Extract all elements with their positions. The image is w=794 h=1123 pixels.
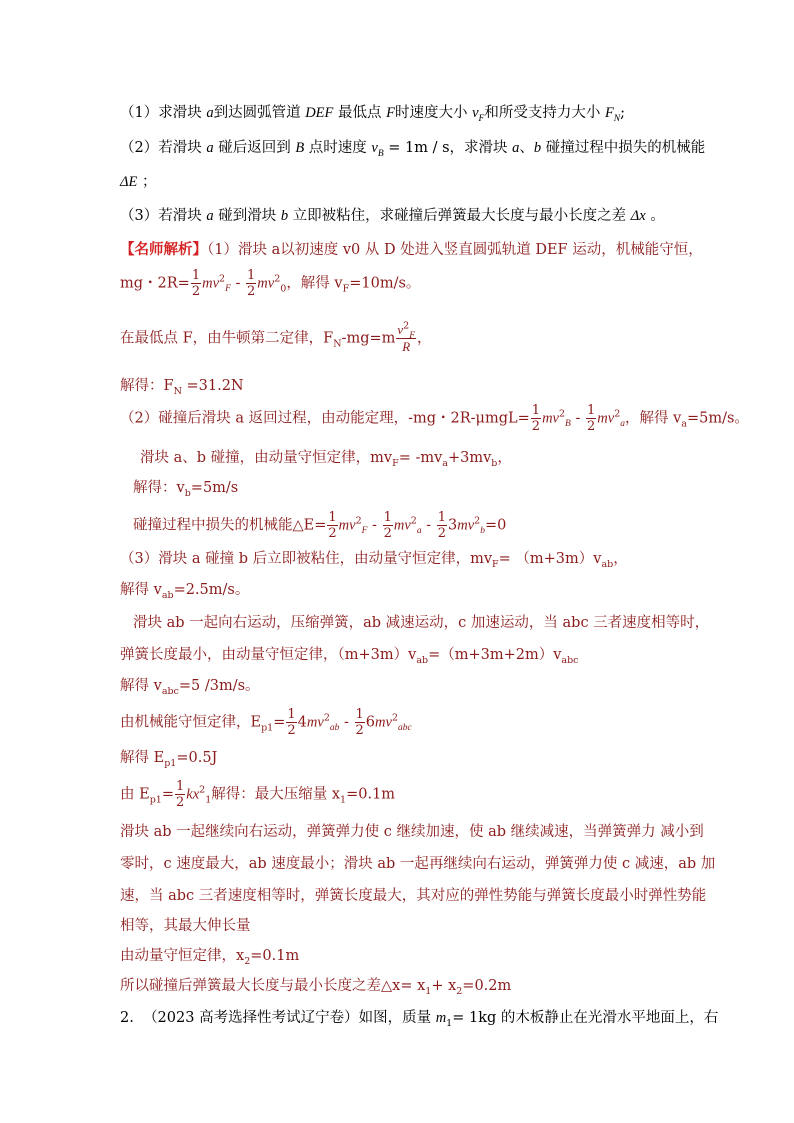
solution-line-17: 滑块 ab 一起继续向右运动，弹簧弹力使 c 继续加速，使 ab 继续减速，当弹簧弹力 减小到 [120, 824, 704, 840]
question-2: （2）若滑块 a 碰后返回到 B 点时速度 $v_B = 1m / s$，求滑块 a、b 碰撞过程中损失的机械能 [120, 140, 706, 159]
solution-line-5: （2）碰撞后滑块 a 返回过程，由动能定理，-mg・2R-μmgL= $\frac{1}{2}$ $mv^2_B$ - $\frac{1}{2}$ $mv^2_a$，解得 $v_a=5m/s$。 [120, 403, 749, 434]
question-3: （3）若滑块 a 碰到滑块 b 立即被粘住，求碰撞后弹簧最大长度与最小长度之差 Δx 。 [120, 208, 665, 224]
solution-line-20: 相等，其最大伸长量 [120, 918, 251, 934]
solution-line-13: 解得 $v_{abc}=5$ /3m/s。 [120, 678, 260, 697]
solution-header: 【名师解析】 [120, 241, 207, 258]
solution-line-19: 速，当 abc 三者速度相等时，弹簧长度最大，其对应的弹性势能与弹簧长度最小时弹性势能 [120, 888, 707, 904]
solution-line-11: 滑块 ab 一起向右运动，压缩弹簧，ab 减速运动，c 加速运动，当 abc 三者速度相等时， [133, 615, 710, 631]
solution-line-6: 滑块 a、b 碰撞，由动量守恒定律，$mv_F= -mv_a+3mv_b$， [140, 450, 512, 469]
question-2-next: 2. （2023 高考选择性考试辽宁卷）如图，质量 $m_1= 1kg$ 的木板静止在光滑水平地面上，右 [120, 1010, 719, 1029]
solution-line-14: 由机械能守恒定律，$E_{p1}=$ $\frac{1}{2}$ $4mv^2_{ab}$ - $\frac{1}{2}$ $6mv^2_{abc}$ [120, 707, 412, 738]
solution-line-16: 由 $E_{p1}=$ $\frac{1}{2}$ $kx^2_1$解得：最大压缩量 $x_1=0.1m$ [120, 779, 396, 810]
solution-line-7: 解得：$v_b=5m/s$ [133, 480, 239, 499]
solution-line-4: 解得：$F_N =31.2N$ [120, 378, 244, 397]
solution-line-21: 由动量守恒定律，$x_2=0.1m$ [120, 948, 300, 967]
question-1: （1）求滑块 a到达圆弧管道 DEF 最低点 F时速度大小 $v_F$和所受支持力大小 $F_N$; [120, 105, 626, 124]
solution-line-8: 碰撞过程中损失的机械能△E= $\frac{1}{2}$ $mv^2_F$ - $\frac{1}{2}$ $mv^2_a$ - $\frac{1}{2}$ $3mv^2_b=0$ [133, 510, 507, 541]
solution-line-9: （3）滑块 a 碰撞 b 后立即被粘住，由动量守恒定律，$mv_F= (m+3m)v_{ab}$， [120, 551, 628, 570]
solution-line-15: 解得 $E_{p1}=0.5J$ [120, 750, 218, 769]
question-2-cont: ΔE ； [120, 174, 157, 190]
solution-line-2: mg・2R= $\frac{1}{2}$ $mv^2_F$ - $\frac{1}{2}$ $mv^2_0$，解得 $v_F=10m/s$。 [120, 268, 421, 299]
solution-line-10: 解得 $v_{ab}=2.5m/s$。 [120, 582, 250, 601]
solution-line-12: 弹簧长度最小，由动量守恒定律，$(m+3m)v_{ab}=(m+3m+2m)v_{abc}$ [120, 647, 579, 666]
solution-line-18: 零时，c 速度最大，ab 速度最小；滑块 ab 一起再继续向右运动，弹簧弹力使 c 减速，ab 加 [120, 856, 716, 872]
solution-line-1: 【名师解析】（1）滑块 a以初速度 v0 从 D 处进入竖直圆弧轨道 DEF 运动，机械能守恒， [120, 241, 703, 258]
solution-line-3: 在最低点 F，由牛顿第二定律，$F_N-mg=m$ $\frac{v^2_F}{R}$ ， [120, 320, 432, 354]
solution-line-22: 所以碰撞后弹簧最大长度与最小长度之差△x= $x_1+ x_2=0.2m$ [120, 978, 512, 997]
